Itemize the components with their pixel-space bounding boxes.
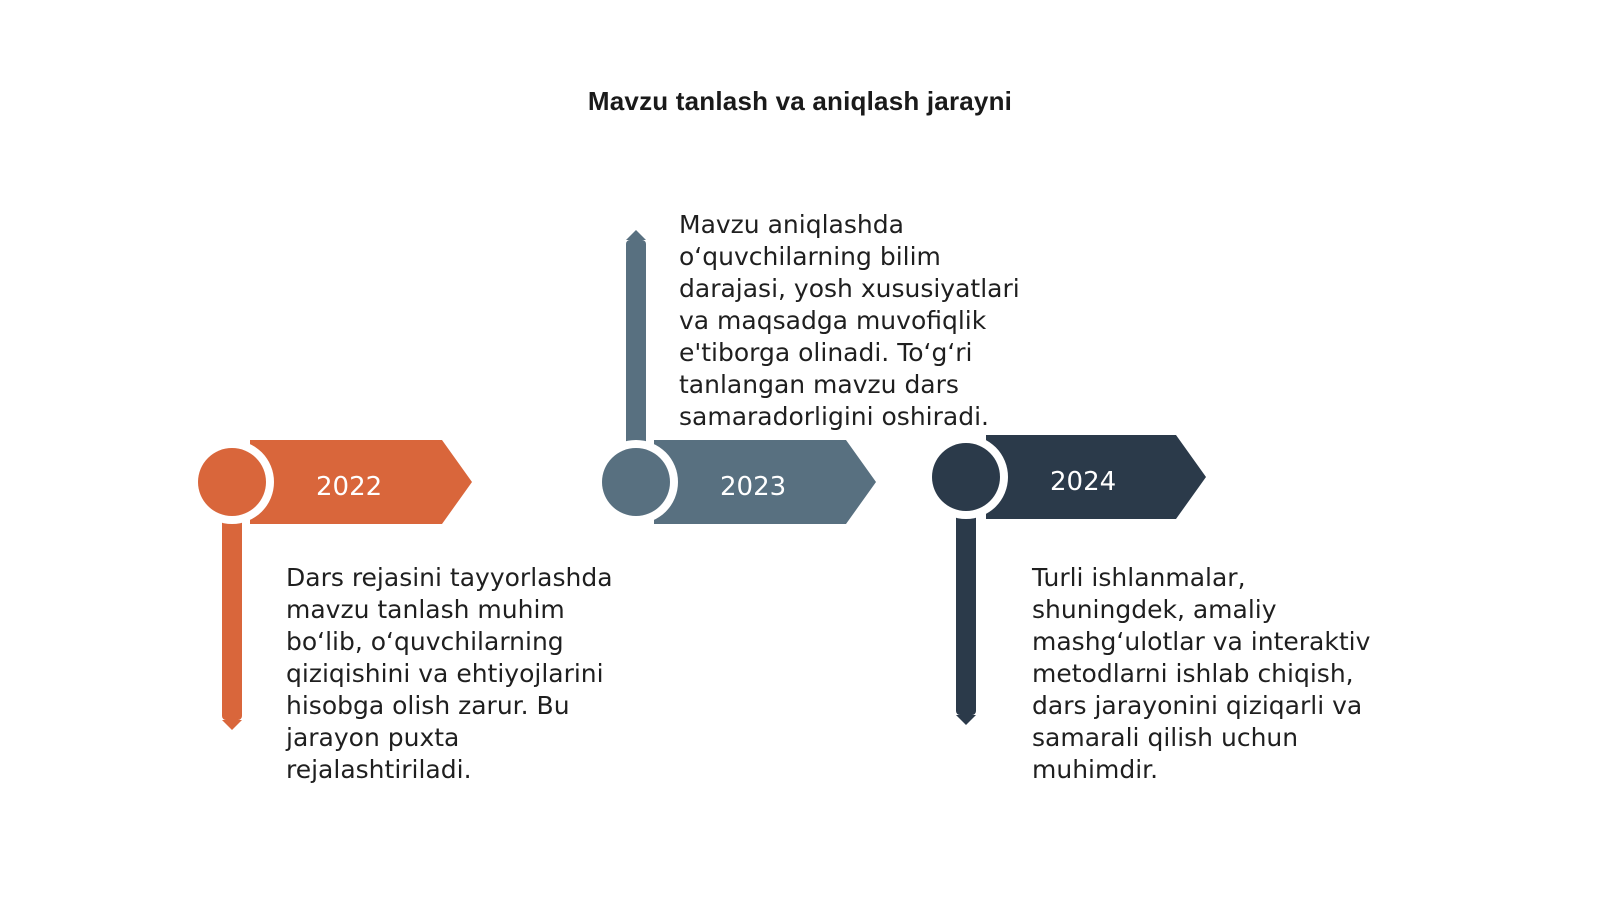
timeline-stem-down <box>956 515 976 715</box>
timeline-stem-down <box>222 520 242 720</box>
milestone-description-2023: Mavzu aniqlashda o‘quvchilarning bilim darajasi, yosh xususiyatlari va maqsadga muvofiqlik e'tiborga olinadi. To‘g‘ri tanlangan mavzu dars samaradorligini oshiradi. <box>679 210 1020 431</box>
timeline-stem-up <box>626 240 646 444</box>
year-label-2022: 2022 <box>316 472 383 502</box>
year-label-2024: 2024 <box>1050 467 1117 497</box>
milestone-description-2024: Turli ishlanmalar, shuningdek, amaliy mashg‘ulotlar va interaktiv metodlarni ishlab chiqish, dars jarayonini qiziqarli va samarali qilish uchun muhimdir. <box>1032 563 1371 784</box>
milestone-ring <box>594 440 678 524</box>
milestone-ring <box>924 435 1008 519</box>
year-label-2023: 2023 <box>720 472 787 502</box>
milestone-dot <box>602 448 670 516</box>
page-title: Mavzu tanlash va aniqlash jarayni <box>587 86 1013 116</box>
milestone-description-2022: Dars rejasini tayyorlashda mavzu tanlash muhim bo‘lib, o‘quvchilarning qiziqishini va ehtiyojlarini hisobga olish zarur. Bu jarayon puxta rejalashtiriladi. <box>286 563 613 784</box>
milestone-dot <box>932 443 1000 511</box>
milestone-ring <box>190 440 274 524</box>
milestone-dot <box>198 448 266 516</box>
